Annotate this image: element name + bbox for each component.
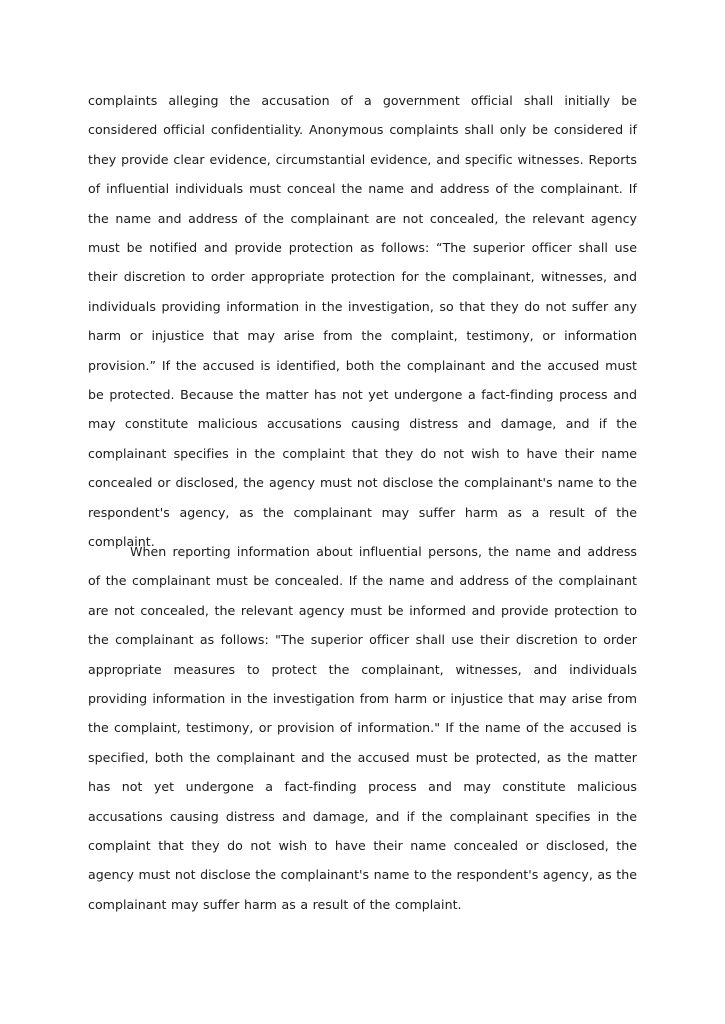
body-paragraph-1: complaints alleging the accusation of a government official shall initially be considered official confidentiality. Anonymous complaints shall only be considered if they provide clear evidence, circumstantial evidence, and specific witnesses. Reports of influential individuals must conceal the name and address of the complainant. If the name and address of the complainant are not concealed, the relevant agency must be notified and provide protection as follows: “The superior officer shall use their discretion to order appropriate protection for the complainant, witnesses, and individuals providing information in the investigation, so that they do not suffer any harm or injustice that may arise from the complaint, testimony, or information provision.” If the accused is identified, both the complainant and the accused must be protected. Because the matter has not yet undergone a fact-finding process and may constitute malicious accusations causing distress and damage, and if the complainant specifies in the complaint that they do not wish to have their name concealed or disclosed, the agency must not disclose the complainant's name to the respondent's agency, as the complainant may suffer harm as a result of the complaint. [88, 93, 637, 550]
body-paragraph-2: When reporting information about influential persons, the name and address of the complainant must be concealed. If the name and address of the complainant are not concealed, the relevant agency must be informed and provide protection to the complainant as follows: "The superior officer shall use their discretion to order appropriate measures to protect the complainant, witnesses, and individuals providing information in the investigation from harm or injustice that may arise from the complaint, testimony, or provision of information." If the name of the accused is specified, both the complainant and the accused must be protected, as the matter has not yet undergone a fact-finding process and may constitute malicious accusations causing distress and damage, and if the complainant specifies in the complaint that they do not wish to have their name concealed or disclosed, the agency must not disclose the complainant's name to the respondent's agency, as the complainant may suffer harm as a result of the complaint. [88, 544, 637, 912]
